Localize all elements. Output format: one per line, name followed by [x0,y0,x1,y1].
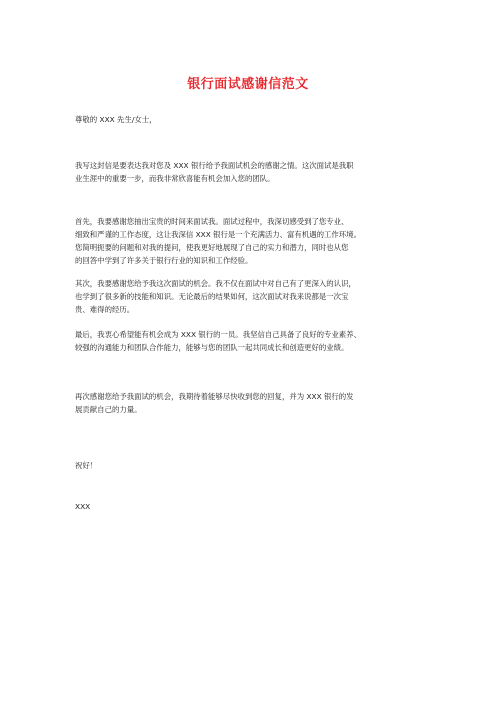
signature: XXX [75,502,91,511]
document-title: 银行面试感谢信范文 [187,77,309,92]
paragraph-last: 最后，我衷心希望能有机会成为 XXX 银行的一员。我坚信自己具备了良好的专业素养、 较强的沟通能力和团队合作能力，能够与您的团队一起共同成长和创造更好的业绩。 [75,330,361,352]
greeting: 尊敬的 XXX 先生/女士， [75,115,157,124]
paragraph-first: 首先，我要感谢您抽出宝贵的时间来面试我。面试过程中，我深切感受到了您专业、 细致和严谨的工作态度，这让我深信 XXX 银行是一个充满活力、富有机遇的工作环境。 您简明扼要的问题和对我的提问，使我更好地展现了自己的实力和潜力，同时也从您 的回答中学到了许多关于银行行业的知识和工作经验。 [75,217,361,265]
closing: 祝好！ [75,461,98,470]
paragraph-second: 其次，我要感谢您给予我这次面试的机会。我不仅在面试中对自己有了更深入的认识， 也学到了很多新的技能和知识。无论最后的结果如何，这次面试对我来说都是一次宝 贵、难得的经历。 [75,279,356,314]
paragraph-intro: 我写这封信是要表达我对您及 XXX 银行给予我面试机会的感谢之情。这次面试是我职 业生涯中的重要一步，而我非常欣喜能有机会加入您的团队。 [75,161,354,183]
paragraph-thanks-again: 再次感谢您给予我面试的机会，我期待着能够尽快收到您的回复，并为 XXX 银行的发 展贡献自己的力量。 [75,392,354,414]
